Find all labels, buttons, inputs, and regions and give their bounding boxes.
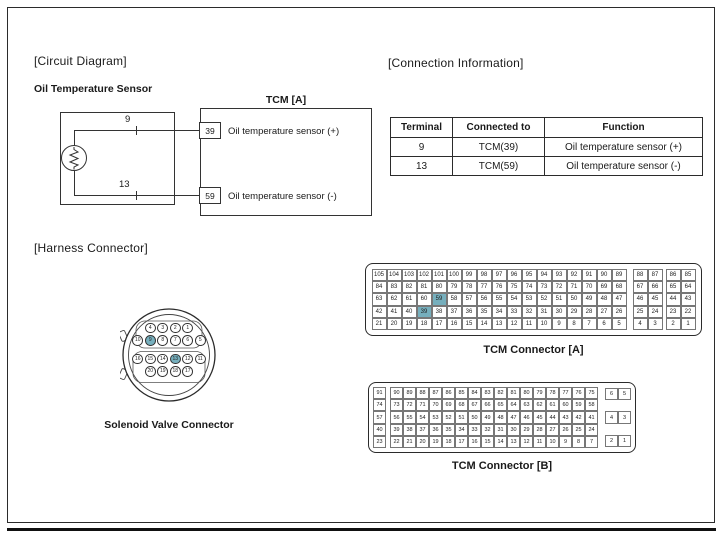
pin-62: 62 — [387, 293, 402, 305]
pin-78: 78 — [546, 387, 559, 399]
pin-95: 95 — [522, 269, 537, 281]
pin-52: 52 — [537, 293, 552, 305]
col-header-connected-to: Connected to — [453, 118, 545, 138]
solenoid-pin-6: 6 — [182, 335, 193, 346]
pin-27: 27 — [546, 424, 559, 436]
pin-15: 15 — [481, 436, 494, 448]
cell-connected-to: TCM(39) — [453, 138, 545, 157]
pin-59: 59 — [432, 293, 447, 305]
pin-64: 64 — [507, 399, 520, 411]
pin-67: 67 — [468, 399, 481, 411]
pin-27: 27 — [597, 306, 612, 318]
pin-4: 4 — [633, 318, 648, 330]
pin-51: 51 — [455, 411, 468, 423]
pin-7: 7 — [582, 318, 597, 330]
pin-47: 47 — [507, 411, 520, 423]
pin-79: 79 — [533, 387, 546, 399]
pin-82: 82 — [402, 281, 417, 293]
pin-68: 68 — [455, 399, 468, 411]
pin-75: 75 — [507, 281, 522, 293]
pin-65: 65 — [494, 399, 507, 411]
pin-20: 20 — [387, 318, 402, 330]
pin-60: 60 — [559, 399, 572, 411]
pin-68: 68 — [612, 281, 627, 293]
pin-13: 13 — [492, 318, 507, 330]
pin-24: 24 — [648, 306, 663, 318]
pin-57: 57 — [373, 411, 386, 423]
pin-86: 86 — [442, 387, 455, 399]
pin-20: 20 — [416, 436, 429, 448]
pin-65: 65 — [666, 281, 681, 293]
pin-56: 56 — [390, 411, 403, 423]
pin-87: 87 — [429, 387, 442, 399]
solenoid-pin-12: 12 — [182, 354, 193, 365]
tcm-connector-b-label: TCM Connector [B] — [451, 460, 553, 472]
pin-100: 100 — [447, 269, 462, 281]
pin-67: 67 — [633, 281, 648, 293]
pin-92: 92 — [567, 269, 582, 281]
pin-64: 64 — [681, 281, 696, 293]
pin-39: 39 — [390, 424, 403, 436]
pin-16: 16 — [468, 436, 481, 448]
pin-3: 3 — [648, 318, 663, 330]
pin-62: 62 — [533, 399, 546, 411]
pin-15: 15 — [462, 318, 477, 330]
sensor-title: Oil Temperature Sensor — [34, 83, 153, 95]
pin-89: 89 — [403, 387, 416, 399]
solenoid-pin-10: 10 — [132, 335, 143, 346]
solenoid-pin-16: 16 — [132, 354, 143, 365]
pin-70: 70 — [582, 281, 597, 293]
pin-32: 32 — [481, 424, 494, 436]
pin-44: 44 — [666, 293, 681, 305]
solenoid-connector-pins — [120, 307, 220, 407]
pin-94: 94 — [537, 269, 552, 281]
pin-50: 50 — [468, 411, 481, 423]
pin-18: 18 — [417, 318, 432, 330]
solenoid-pin-13: 13 — [170, 354, 181, 365]
cell-function: Oil temperature sensor (+) — [545, 138, 703, 157]
pin-97: 97 — [492, 269, 507, 281]
pin-59-function: Oil temperature sensor (-) — [228, 191, 337, 202]
tcm-connector-a-grid — [372, 269, 696, 331]
harness-section-title: [Harness Connector] — [34, 241, 148, 255]
pin-58: 58 — [585, 399, 598, 411]
pin-35: 35 — [477, 306, 492, 318]
pin-2: 2 — [666, 318, 681, 330]
connector-b-row — [373, 387, 598, 399]
pin-48: 48 — [494, 411, 507, 423]
pin-72: 72 — [552, 281, 567, 293]
pin-54: 54 — [507, 293, 522, 305]
col-header-function: Function — [545, 118, 703, 138]
table-row — [391, 157, 703, 176]
pin-22: 22 — [681, 306, 696, 318]
pin-6: 6 — [605, 388, 618, 400]
pin-55: 55 — [492, 293, 507, 305]
pin-82: 82 — [494, 387, 507, 399]
pin-26: 26 — [559, 424, 572, 436]
pin-24: 24 — [585, 424, 598, 436]
wire-terminal-9-drop — [74, 130, 75, 146]
pin-35: 35 — [442, 424, 455, 436]
pin-74: 74 — [522, 281, 537, 293]
pin-48: 48 — [597, 293, 612, 305]
tcm-pin-39-box: 39 — [199, 122, 221, 139]
pin-83: 83 — [387, 281, 402, 293]
connector-b-row — [373, 399, 598, 411]
pin-69: 69 — [442, 399, 455, 411]
pin-34: 34 — [455, 424, 468, 436]
pin-33: 33 — [468, 424, 481, 436]
pin-61: 61 — [546, 399, 559, 411]
pin-73: 73 — [390, 399, 403, 411]
pin-63: 63 — [372, 293, 387, 305]
solenoid-connector-label: Solenoid Valve Connector — [104, 419, 234, 431]
solenoid-pin-17: 17 — [182, 366, 193, 377]
pin-53: 53 — [522, 293, 537, 305]
pin-78: 78 — [462, 281, 477, 293]
col-header-terminal: Terminal — [391, 118, 453, 138]
pin-75: 75 — [585, 387, 598, 399]
pin-58: 58 — [447, 293, 462, 305]
pin-91: 91 — [373, 387, 386, 399]
pin-43: 43 — [681, 293, 696, 305]
pin-80: 80 — [520, 387, 533, 399]
pin-37: 37 — [447, 306, 462, 318]
footer-rule — [7, 528, 716, 531]
pin-79: 79 — [447, 281, 462, 293]
pin-86: 86 — [666, 269, 681, 281]
pin-28: 28 — [582, 306, 597, 318]
pin-66: 66 — [648, 281, 663, 293]
pin-37: 37 — [416, 424, 429, 436]
pin-76: 76 — [492, 281, 507, 293]
pin-85: 85 — [681, 269, 696, 281]
pin-90: 90 — [390, 387, 403, 399]
solenoid-pin-15: 15 — [145, 354, 156, 365]
connection-table — [390, 117, 703, 176]
pin-30: 30 — [552, 306, 567, 318]
pin-47: 47 — [612, 293, 627, 305]
pin-45: 45 — [533, 411, 546, 423]
pin-104: 104 — [387, 269, 402, 281]
pin-17: 17 — [455, 436, 468, 448]
pin-59: 59 — [572, 399, 585, 411]
solenoid-pin-19: 19 — [157, 366, 168, 377]
pin-8: 8 — [572, 436, 585, 448]
solenoid-pin-2: 2 — [170, 323, 181, 334]
pin-46: 46 — [520, 411, 533, 423]
pin-29: 29 — [520, 424, 533, 436]
circuit-diagram-section-title: [Circuit Diagram] — [34, 54, 127, 68]
pin-83: 83 — [481, 387, 494, 399]
pin-69: 69 — [597, 281, 612, 293]
pin-54: 54 — [416, 411, 429, 423]
cell-function: Oil temperature sensor (-) — [545, 157, 703, 176]
pin-2: 2 — [605, 435, 618, 447]
solenoid-pin-7: 7 — [170, 335, 181, 346]
pin-77: 77 — [559, 387, 572, 399]
pin-63: 63 — [520, 399, 533, 411]
solenoid-pin-8: 8 — [157, 335, 168, 346]
pin-25: 25 — [633, 306, 648, 318]
connector-b-row — [373, 424, 598, 436]
pin-84: 84 — [468, 387, 481, 399]
pin-73: 73 — [537, 281, 552, 293]
pin-81: 81 — [507, 387, 520, 399]
pin-21: 21 — [372, 318, 387, 330]
pin-98: 98 — [477, 269, 492, 281]
pin-22: 22 — [390, 436, 403, 448]
connector-b-side-pair — [605, 388, 631, 400]
pin-38: 38 — [432, 306, 447, 318]
pin-10: 10 — [537, 318, 552, 330]
pin-12: 12 — [507, 318, 522, 330]
pin-45: 45 — [648, 293, 663, 305]
pin-60: 60 — [417, 293, 432, 305]
pin-9: 9 — [552, 318, 567, 330]
pin-23: 23 — [666, 306, 681, 318]
pin-10: 10 — [546, 436, 559, 448]
pin-23: 23 — [373, 436, 386, 448]
pin-25: 25 — [572, 424, 585, 436]
connector-b-side-pair — [605, 411, 631, 423]
pin-40: 40 — [373, 424, 386, 436]
pin-88: 88 — [416, 387, 429, 399]
tcm-connector-b — [368, 382, 636, 453]
connector-a-row — [372, 269, 696, 281]
tcm-pin-59-box: 59 — [199, 187, 221, 204]
wire-terminal-13-drop — [74, 171, 75, 196]
tcm-connector-a-label: TCM Connector [A] — [483, 344, 584, 356]
pin-56: 56 — [477, 293, 492, 305]
pin-18: 18 — [442, 436, 455, 448]
terminal-9-label: 9 — [125, 114, 131, 125]
pin-13: 13 — [507, 436, 520, 448]
pin-16: 16 — [447, 318, 462, 330]
pin-80: 80 — [432, 281, 447, 293]
pin-33: 33 — [507, 306, 522, 318]
connector-a-row — [372, 281, 696, 293]
pin-19: 19 — [429, 436, 442, 448]
pin-88: 88 — [633, 269, 648, 281]
pin-6: 6 — [597, 318, 612, 330]
pin-9: 9 — [559, 436, 572, 448]
pin-7: 7 — [585, 436, 598, 448]
solenoid-pin-4: 4 — [145, 323, 156, 334]
solenoid-pin-20: 20 — [145, 366, 156, 377]
pin-41: 41 — [585, 411, 598, 423]
pin-90: 90 — [597, 269, 612, 281]
pin-55: 55 — [403, 411, 416, 423]
pin-1: 1 — [618, 435, 631, 447]
pin-91: 91 — [582, 269, 597, 281]
connector-a-row — [372, 318, 696, 330]
pin-72: 72 — [403, 399, 416, 411]
pin-61: 61 — [402, 293, 417, 305]
pin-34: 34 — [492, 306, 507, 318]
pin-93: 93 — [552, 269, 567, 281]
connector-b-side-pair — [605, 435, 631, 447]
pin-3: 3 — [618, 411, 631, 423]
pin-51: 51 — [552, 293, 567, 305]
pin-50: 50 — [567, 293, 582, 305]
pin-102: 102 — [417, 269, 432, 281]
pin-43: 43 — [559, 411, 572, 423]
pin-21: 21 — [403, 436, 416, 448]
pin-5: 5 — [618, 388, 631, 400]
pin-44: 44 — [546, 411, 559, 423]
solenoid-pin-1: 1 — [182, 323, 193, 334]
tcm-connector-a — [365, 263, 702, 336]
pin-17: 17 — [432, 318, 447, 330]
tcm-connector-b-grid — [373, 387, 598, 448]
connector-b-row — [373, 436, 598, 448]
tcm-title: TCM [A] — [265, 94, 307, 106]
solenoid-pin-11: 11 — [195, 354, 206, 365]
pin-71: 71 — [567, 281, 582, 293]
pin-84: 84 — [372, 281, 387, 293]
pin-12: 12 — [520, 436, 533, 448]
terminal-13-tick — [136, 191, 137, 200]
pin-40: 40 — [402, 306, 417, 318]
pin-11: 11 — [522, 318, 537, 330]
pin-38: 38 — [403, 424, 416, 436]
pin-14: 14 — [494, 436, 507, 448]
connector-a-row — [372, 293, 696, 305]
pin-32: 32 — [522, 306, 537, 318]
pin-4: 4 — [605, 411, 618, 423]
pin-74: 74 — [373, 399, 386, 411]
pin-89: 89 — [612, 269, 627, 281]
cell-terminal: 13 — [391, 157, 453, 176]
pin-39: 39 — [417, 306, 432, 318]
pin-5: 5 — [612, 318, 627, 330]
tcm-connector-b-inner — [373, 387, 631, 448]
connection-info-section-title: [Connection Information] — [388, 56, 524, 70]
pin-99: 99 — [462, 269, 477, 281]
pin-105: 105 — [372, 269, 387, 281]
pin-103: 103 — [402, 269, 417, 281]
solenoid-pin-3: 3 — [157, 323, 168, 334]
pin-31: 31 — [494, 424, 507, 436]
pin-11: 11 — [533, 436, 546, 448]
pin-14: 14 — [477, 318, 492, 330]
connector-b-row — [373, 411, 598, 423]
terminal-9-tick — [136, 126, 137, 135]
pin-52: 52 — [442, 411, 455, 423]
pin-49: 49 — [481, 411, 494, 423]
solenoid-pin-5: 5 — [195, 335, 206, 346]
wire-terminal-9 — [74, 130, 200, 131]
pin-49: 49 — [582, 293, 597, 305]
cell-terminal: 9 — [391, 138, 453, 157]
pin-46: 46 — [633, 293, 648, 305]
pin-28: 28 — [533, 424, 546, 436]
pin-71: 71 — [416, 399, 429, 411]
pin-66: 66 — [481, 399, 494, 411]
pin-87: 87 — [648, 269, 663, 281]
pin-36: 36 — [429, 424, 442, 436]
pin-42: 42 — [572, 411, 585, 423]
table-header-row — [391, 118, 703, 138]
solenoid-pin-9: 9 — [145, 335, 156, 346]
pin-96: 96 — [507, 269, 522, 281]
solenoid-pin-18: 18 — [170, 366, 181, 377]
pin-31: 31 — [537, 306, 552, 318]
pin-1: 1 — [681, 318, 696, 330]
pin-85: 85 — [455, 387, 468, 399]
pin-8: 8 — [567, 318, 582, 330]
pin-57: 57 — [462, 293, 477, 305]
table-row — [391, 138, 703, 157]
tcm-connector-b-side-pins — [605, 388, 631, 447]
solenoid-pin-14: 14 — [157, 354, 168, 365]
pin-36: 36 — [462, 306, 477, 318]
pin-77: 77 — [477, 281, 492, 293]
wire-terminal-13 — [74, 195, 200, 196]
pin-41: 41 — [387, 306, 402, 318]
terminal-13-label: 13 — [119, 179, 130, 190]
pin-19: 19 — [402, 318, 417, 330]
pin-81: 81 — [417, 281, 432, 293]
pin-30: 30 — [507, 424, 520, 436]
pin-39-function: Oil temperature sensor (+) — [228, 126, 340, 137]
pin-29: 29 — [567, 306, 582, 318]
pin-42: 42 — [372, 306, 387, 318]
pin-26: 26 — [612, 306, 627, 318]
cell-connected-to: TCM(59) — [453, 157, 545, 176]
connector-a-row — [372, 306, 696, 318]
pin-101: 101 — [432, 269, 447, 281]
pin-70: 70 — [429, 399, 442, 411]
pin-53: 53 — [429, 411, 442, 423]
pin-76: 76 — [572, 387, 585, 399]
